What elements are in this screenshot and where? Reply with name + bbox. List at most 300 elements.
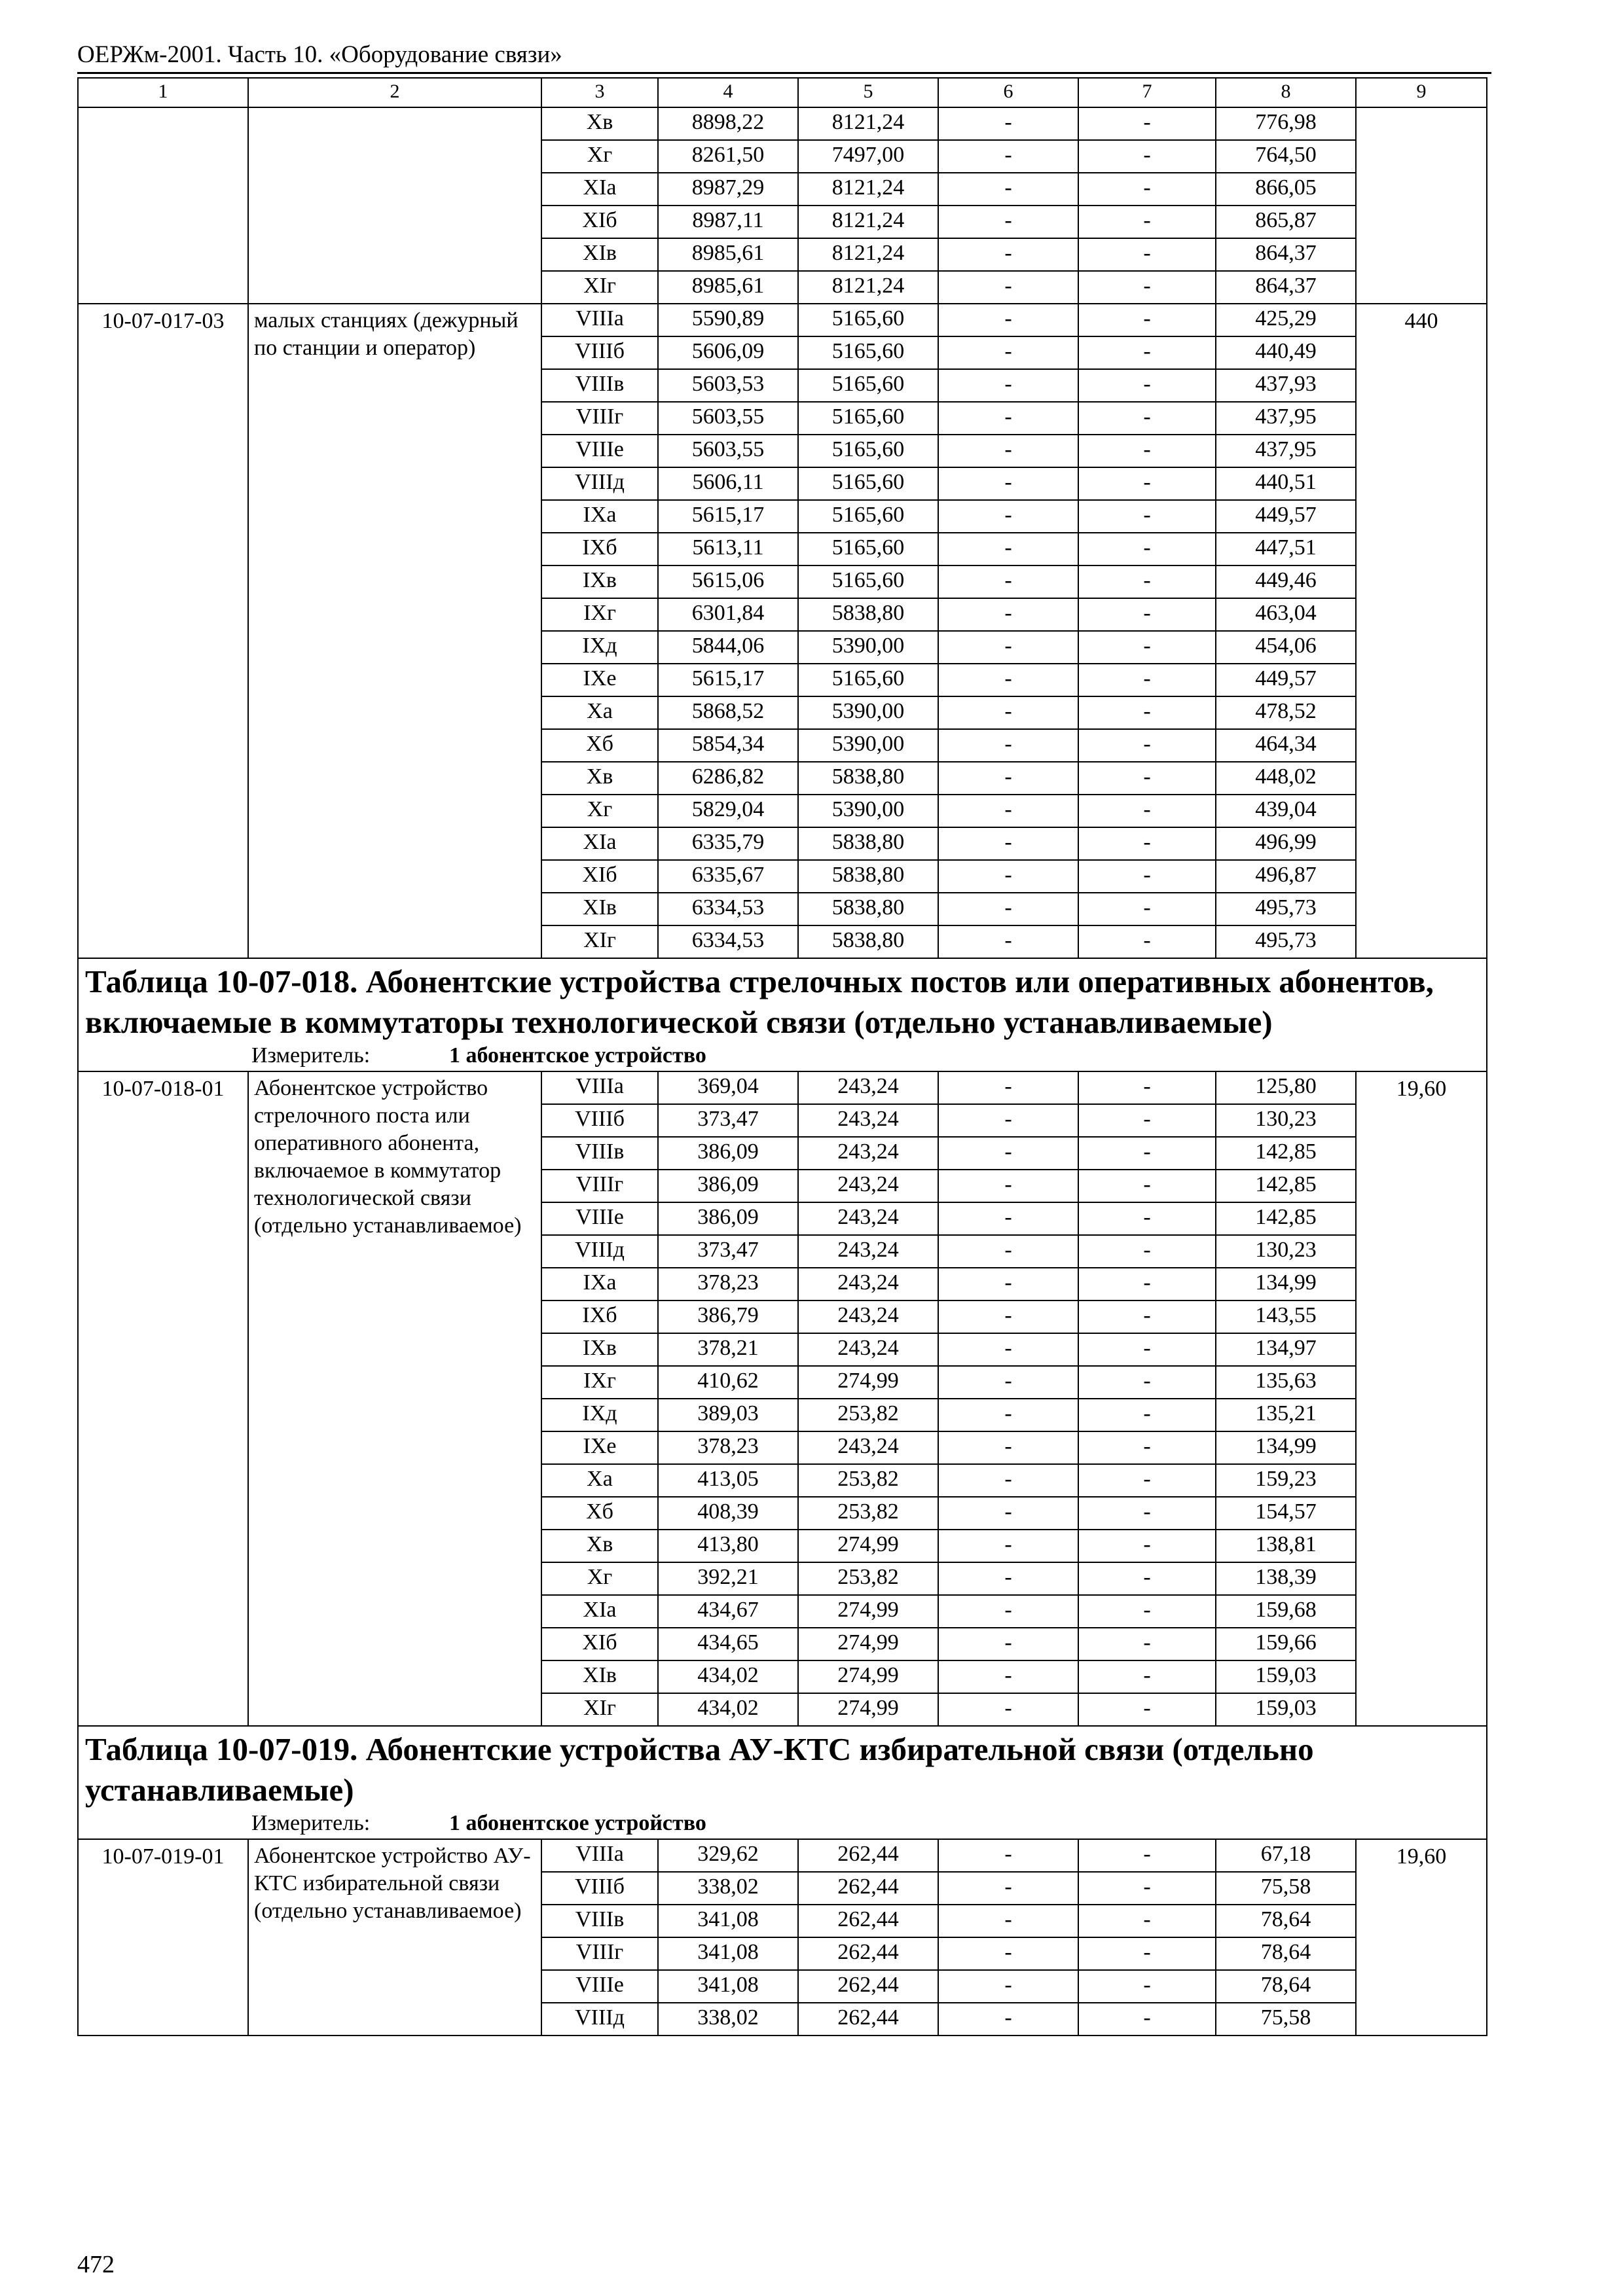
zone-cell: IXa [541, 500, 658, 533]
driver-wage-cell: - [1078, 1170, 1216, 1202]
machine-cost-cell: - [938, 631, 1078, 664]
driver-wage-cell: - [1078, 435, 1216, 467]
materials-cost-cell: 776,98 [1216, 107, 1356, 140]
labor-cost-cell: 262,44 [798, 2003, 938, 2036]
driver-wage-cell: - [1078, 565, 1216, 598]
rate-description: малых станциях (дежурный по станции и оператор) [248, 304, 541, 958]
zone-cell: XIa [541, 827, 658, 860]
total-cost-cell: 6334,53 [658, 925, 798, 958]
zone-cell: IXд [541, 631, 658, 664]
machine-cost-cell: - [938, 893, 1078, 925]
labor-cost-cell: 243,24 [798, 1202, 938, 1235]
labor-cost-cell: 7497,00 [798, 140, 938, 173]
labor-cost-cell: 5165,60 [798, 435, 938, 467]
machine-cost-cell: - [938, 598, 1078, 631]
rate-description: Абонентское устройство АУ-КТС избирательной связи (отдельно устанавливаемое) [248, 1839, 541, 2036]
total-cost-cell: 413,05 [658, 1464, 798, 1497]
zone-cell: Xб [541, 729, 658, 762]
materials-cost-cell: 125,80 [1216, 1071, 1356, 1104]
total-cost-cell: 6286,82 [658, 762, 798, 795]
machine-cost-cell: - [938, 1268, 1078, 1300]
driver-wage-cell: - [1078, 860, 1216, 893]
labor-cost-cell: 262,44 [798, 1937, 938, 1970]
machine-cost-cell: - [938, 1937, 1078, 1970]
total-cost-cell: 5603,53 [658, 369, 798, 402]
zone-cell: IXб [541, 1300, 658, 1333]
meter-row [78, 1043, 1487, 1071]
zone-cell: XIб [541, 206, 658, 238]
zone-cell: VIIIв [541, 1905, 658, 1937]
driver-wage-cell: - [1078, 1660, 1216, 1693]
zone-cell: VIIIe [541, 1970, 658, 2003]
page-number: 472 [77, 2251, 115, 2278]
driver-wage-cell: - [1078, 402, 1216, 435]
driver-wage-cell: - [1078, 271, 1216, 304]
labor-cost-cell: 8121,24 [798, 271, 938, 304]
total-cost-cell: 378,23 [658, 1431, 798, 1464]
machine-cost-cell: - [938, 1497, 1078, 1530]
driver-wage-cell: - [1078, 795, 1216, 827]
labor-cost-cell: 243,24 [798, 1268, 938, 1300]
machine-cost-cell: - [938, 369, 1078, 402]
labor-cost-cell: 5165,60 [798, 402, 938, 435]
zone-cell: VIIIд [541, 467, 658, 500]
zone-cell: VIIIд [541, 1235, 658, 1268]
table-row [78, 304, 1487, 336]
driver-wage-cell: - [1078, 140, 1216, 173]
machine-cost-cell: - [938, 1530, 1078, 1562]
total-cost-cell: 6301,84 [658, 598, 798, 631]
zone-cell: VIIIв [541, 369, 658, 402]
table-title: Таблица 10-07-018. Абонентские устройства стрелочных постов или оперативных абонентов, включаемые в коммутаторы технологической связи (отдельно устанавливаемые) [78, 958, 1487, 1043]
materials-cost-cell: 864,37 [1216, 271, 1356, 304]
materials-cost-cell: 159,23 [1216, 1464, 1356, 1497]
column-number: 1 [78, 78, 248, 107]
driver-wage-cell: - [1078, 1268, 1216, 1300]
total-cost-cell: 8985,61 [658, 238, 798, 271]
machine-cost-cell: - [938, 1202, 1078, 1235]
zone-cell: IXa [541, 1268, 658, 1300]
rate-description [248, 107, 541, 304]
machine-cost-cell: - [938, 925, 1078, 958]
labor-cost-cell: 243,24 [798, 1300, 938, 1333]
zone-cell: VIIIд [541, 2003, 658, 2036]
driver-wage-cell: - [1078, 1628, 1216, 1660]
table-body [78, 78, 1487, 2036]
total-cost-cell: 5844,06 [658, 631, 798, 664]
machine-cost-cell: - [938, 1137, 1078, 1170]
zone-cell: IXб [541, 533, 658, 565]
labor-cost-cell: 5165,60 [798, 533, 938, 565]
total-cost-cell: 341,08 [658, 1970, 798, 2003]
rates-table [77, 77, 1487, 2036]
materials-cost-cell: 865,87 [1216, 206, 1356, 238]
zone-cell: XIa [541, 1595, 658, 1628]
total-cost-cell: 434,67 [658, 1595, 798, 1628]
labor-cost-cell: 262,44 [798, 1970, 938, 2003]
zone-cell: Xв [541, 762, 658, 795]
machine-cost-cell: - [938, 1071, 1078, 1104]
machine-cost-cell: - [938, 1104, 1078, 1137]
total-cost-cell: 369,04 [658, 1071, 798, 1104]
machine-cost-cell: - [938, 1872, 1078, 1905]
labor-cost-cell: 5838,80 [798, 762, 938, 795]
zone-cell: Xг [541, 1562, 658, 1595]
driver-wage-cell: - [1078, 1464, 1216, 1497]
labor-cost-cell: 243,24 [798, 1137, 938, 1170]
materials-cost-cell: 75,58 [1216, 1872, 1356, 1905]
machine-cost-cell: - [938, 1464, 1078, 1497]
materials-cost-cell: 142,85 [1216, 1137, 1356, 1170]
driver-wage-cell: - [1078, 598, 1216, 631]
machine-cost-cell: - [938, 402, 1078, 435]
labor-cost-cell: 262,44 [798, 1872, 938, 1905]
total-cost-cell: 5613,11 [658, 533, 798, 565]
driver-wage-cell: - [1078, 696, 1216, 729]
total-cost-cell: 8987,29 [658, 173, 798, 206]
machine-cost-cell: - [938, 435, 1078, 467]
materials-cost-cell: 437,95 [1216, 435, 1356, 467]
materials-cost-cell: 78,64 [1216, 1937, 1356, 1970]
materials-cost-cell: 130,23 [1216, 1104, 1356, 1137]
driver-wage-cell: - [1078, 1071, 1216, 1104]
driver-wage-cell: - [1078, 827, 1216, 860]
machine-cost-cell: - [938, 1333, 1078, 1366]
driver-wage-cell: - [1078, 1595, 1216, 1628]
labor-cost-cell: 243,24 [798, 1170, 938, 1202]
zone-cell: IXг [541, 598, 658, 631]
materials-cost-cell: 449,57 [1216, 500, 1356, 533]
materials-cost-cell: 495,73 [1216, 893, 1356, 925]
total-cost-cell: 341,08 [658, 1937, 798, 1970]
total-cost-cell: 378,21 [658, 1333, 798, 1366]
zone-cell: Xг [541, 795, 658, 827]
total-cost-cell: 8985,61 [658, 271, 798, 304]
column-number: 3 [541, 78, 658, 107]
column-number: 9 [1356, 78, 1487, 107]
driver-wage-cell: - [1078, 1905, 1216, 1937]
machine-cost-cell: - [938, 1660, 1078, 1693]
zone-cell: XIб [541, 860, 658, 893]
zone-cell: VIIIe [541, 435, 658, 467]
machine-cost-cell: - [938, 1839, 1078, 1872]
zone-cell: XIб [541, 1628, 658, 1660]
labor-cost-cell: 262,44 [798, 1839, 938, 1872]
materials-cost-cell: 496,87 [1216, 860, 1356, 893]
labor-cost-cell: 253,82 [798, 1399, 938, 1431]
materials-cost-cell: 67,18 [1216, 1839, 1356, 1872]
labor-cost-cell: 253,82 [798, 1497, 938, 1530]
zone-cell: IXв [541, 565, 658, 598]
total-cost-cell: 5606,09 [658, 336, 798, 369]
zone-cell: VIIIa [541, 1839, 658, 1872]
driver-wage-cell: - [1078, 762, 1216, 795]
total-cost-cell: 6334,53 [658, 893, 798, 925]
machine-cost-cell: - [938, 696, 1078, 729]
driver-wage-cell: - [1078, 1333, 1216, 1366]
zone-cell: Xa [541, 696, 658, 729]
total-cost-cell: 378,23 [658, 1268, 798, 1300]
materials-cost-cell: 135,63 [1216, 1366, 1356, 1399]
rate-code: 10-07-017-03 [78, 304, 248, 958]
page-header [77, 39, 1491, 74]
labor-cost-cell: 5838,80 [798, 827, 938, 860]
materials-cost-cell: 764,50 [1216, 140, 1356, 173]
meter-label: Измеритель: [251, 1043, 371, 1067]
driver-wage-cell: - [1078, 1970, 1216, 2003]
materials-cost-cell: 142,85 [1216, 1202, 1356, 1235]
meter-cell [78, 1810, 1487, 1839]
labor-cost-cell: 5390,00 [798, 631, 938, 664]
driver-wage-cell: - [1078, 1937, 1216, 1970]
total-cost-cell: 434,02 [658, 1693, 798, 1726]
materials-cost-cell: 159,03 [1216, 1660, 1356, 1693]
machine-cost-cell: - [938, 206, 1078, 238]
driver-wage-cell: - [1078, 1431, 1216, 1464]
meter-row [78, 1810, 1487, 1839]
total-cost-cell: 5603,55 [658, 435, 798, 467]
zone-cell: XIa [541, 173, 658, 206]
materials-cost-cell: 437,95 [1216, 402, 1356, 435]
machine-cost-cell: - [938, 336, 1078, 369]
total-cost-cell: 389,03 [658, 1399, 798, 1431]
driver-wage-cell: - [1078, 1562, 1216, 1595]
table-title: Таблица 10-07-019. Абонентские устройства АУ-КТС избирательной связи (отдельно устанавливаемые) [78, 1726, 1487, 1810]
total-cost-cell: 5603,55 [658, 402, 798, 435]
total-cost-cell: 6335,67 [658, 860, 798, 893]
materials-cost-cell: 138,39 [1216, 1562, 1356, 1595]
labor-cost-cell: 274,99 [798, 1366, 938, 1399]
labor-cost-cell: 243,24 [798, 1333, 938, 1366]
labor-cost-cell: 5165,60 [798, 565, 938, 598]
table-row [78, 1071, 1487, 1104]
labor-cost-cell: 243,24 [798, 1235, 938, 1268]
equipment-mass-cell: 440 [1356, 304, 1487, 958]
materials-cost-cell: 437,93 [1216, 369, 1356, 402]
labor-cost-cell: 5838,80 [798, 860, 938, 893]
materials-cost-cell: 449,46 [1216, 565, 1356, 598]
driver-wage-cell: - [1078, 664, 1216, 696]
driver-wage-cell: - [1078, 1104, 1216, 1137]
zone-cell: IXд [541, 1399, 658, 1431]
total-cost-cell: 5829,04 [658, 795, 798, 827]
machine-cost-cell: - [938, 140, 1078, 173]
machine-cost-cell: - [938, 533, 1078, 565]
labor-cost-cell: 5838,80 [798, 893, 938, 925]
zone-cell: XIг [541, 271, 658, 304]
labor-cost-cell: 5165,60 [798, 304, 938, 336]
meter-label: Измеритель: [251, 1811, 371, 1835]
labor-cost-cell: 8121,24 [798, 107, 938, 140]
zone-cell: XIв [541, 238, 658, 271]
total-cost-cell: 329,62 [658, 1839, 798, 1872]
labor-cost-cell: 274,99 [798, 1595, 938, 1628]
labor-cost-cell: 243,24 [798, 1431, 938, 1464]
zone-cell: IXe [541, 664, 658, 696]
labor-cost-cell: 274,99 [798, 1530, 938, 1562]
equipment-mass-cell: 19,60 [1356, 1839, 1487, 2036]
materials-cost-cell: 440,51 [1216, 467, 1356, 500]
materials-cost-cell: 134,99 [1216, 1268, 1356, 1300]
total-cost-cell: 5868,52 [658, 696, 798, 729]
driver-wage-cell: - [1078, 1366, 1216, 1399]
labor-cost-cell: 5390,00 [798, 696, 938, 729]
total-cost-cell: 5590,89 [658, 304, 798, 336]
materials-cost-cell: 440,49 [1216, 336, 1356, 369]
total-cost-cell: 392,21 [658, 1562, 798, 1595]
materials-cost-cell: 159,66 [1216, 1628, 1356, 1660]
zone-cell: XIв [541, 893, 658, 925]
labor-cost-cell: 5165,60 [798, 336, 938, 369]
machine-cost-cell: - [938, 664, 1078, 696]
driver-wage-cell: - [1078, 173, 1216, 206]
labor-cost-cell: 274,99 [798, 1660, 938, 1693]
total-cost-cell: 8987,11 [658, 206, 798, 238]
total-cost-cell: 5606,11 [658, 467, 798, 500]
driver-wage-cell: - [1078, 893, 1216, 925]
zone-cell: VIIIг [541, 1170, 658, 1202]
materials-cost-cell: 439,04 [1216, 795, 1356, 827]
driver-wage-cell: - [1078, 1839, 1216, 1872]
materials-cost-cell: 154,57 [1216, 1497, 1356, 1530]
materials-cost-cell: 142,85 [1216, 1170, 1356, 1202]
materials-cost-cell: 135,21 [1216, 1399, 1356, 1431]
machine-cost-cell: - [938, 1595, 1078, 1628]
driver-wage-cell: - [1078, 107, 1216, 140]
meter-cell [78, 1043, 1487, 1071]
zone-cell: Xa [541, 1464, 658, 1497]
equipment-mass-cell: 19,60 [1356, 1071, 1487, 1726]
rate-code: 10-07-018-01 [78, 1071, 248, 1726]
zone-cell: VIIIб [541, 1872, 658, 1905]
materials-cost-cell: 134,99 [1216, 1431, 1356, 1464]
machine-cost-cell: - [938, 1235, 1078, 1268]
zone-cell: IXв [541, 1333, 658, 1366]
materials-cost-cell: 130,23 [1216, 1235, 1356, 1268]
labor-cost-cell: 5165,60 [798, 369, 938, 402]
machine-cost-cell: - [938, 238, 1078, 271]
materials-cost-cell: 134,97 [1216, 1333, 1356, 1366]
driver-wage-cell: - [1078, 500, 1216, 533]
column-number: 2 [248, 78, 541, 107]
total-cost-cell: 386,09 [658, 1137, 798, 1170]
labor-cost-cell: 8121,24 [798, 206, 938, 238]
machine-cost-cell: - [938, 1628, 1078, 1660]
zone-cell: VIIIб [541, 336, 658, 369]
driver-wage-cell: - [1078, 631, 1216, 664]
machine-cost-cell: - [938, 1562, 1078, 1595]
total-cost-cell: 338,02 [658, 2003, 798, 2036]
materials-cost-cell: 866,05 [1216, 173, 1356, 206]
materials-cost-cell: 478,52 [1216, 696, 1356, 729]
total-cost-cell: 373,47 [658, 1104, 798, 1137]
total-cost-cell: 434,02 [658, 1660, 798, 1693]
machine-cost-cell: - [938, 795, 1078, 827]
labor-cost-cell: 5390,00 [798, 729, 938, 762]
labor-cost-cell: 274,99 [798, 1628, 938, 1660]
column-number: 7 [1078, 78, 1216, 107]
driver-wage-cell: - [1078, 1235, 1216, 1268]
zone-cell: Xв [541, 1530, 658, 1562]
machine-cost-cell: - [938, 304, 1078, 336]
total-cost-cell: 5615,17 [658, 664, 798, 696]
zone-cell: XIг [541, 1693, 658, 1726]
rate-code: 10-07-019-01 [78, 1839, 248, 2036]
zone-cell: IXe [541, 1431, 658, 1464]
materials-cost-cell: 864,37 [1216, 238, 1356, 271]
total-cost-cell: 8261,50 [658, 140, 798, 173]
column-number: 8 [1216, 78, 1356, 107]
meter-value: 1 абонентское устройство [449, 1811, 706, 1835]
column-number: 5 [798, 78, 938, 107]
table-row [78, 107, 1487, 140]
labor-cost-cell: 274,99 [798, 1693, 938, 1726]
materials-cost-cell: 159,03 [1216, 1693, 1356, 1726]
machine-cost-cell: - [938, 1170, 1078, 1202]
materials-cost-cell: 447,51 [1216, 533, 1356, 565]
machine-cost-cell: - [938, 860, 1078, 893]
rate-description: Абонентское устройство стрелочного поста или оперативного абонента, включаемое в коммутатор технологической связи (отдельно устанавливаемое) [248, 1071, 541, 1726]
driver-wage-cell: - [1078, 206, 1216, 238]
total-cost-cell: 373,47 [658, 1235, 798, 1268]
machine-cost-cell: - [938, 271, 1078, 304]
driver-wage-cell: - [1078, 1202, 1216, 1235]
zone-cell: VIIIв [541, 1137, 658, 1170]
zone-cell: XIв [541, 1660, 658, 1693]
total-cost-cell: 5615,06 [658, 565, 798, 598]
total-cost-cell: 5615,17 [658, 500, 798, 533]
driver-wage-cell: - [1078, 304, 1216, 336]
total-cost-cell: 434,65 [658, 1628, 798, 1660]
materials-cost-cell: 159,68 [1216, 1595, 1356, 1628]
machine-cost-cell: - [938, 1905, 1078, 1937]
machine-cost-cell: - [938, 1399, 1078, 1431]
column-number: 4 [658, 78, 798, 107]
labor-cost-cell: 253,82 [798, 1562, 938, 1595]
materials-cost-cell: 425,29 [1216, 304, 1356, 336]
total-cost-cell: 386,09 [658, 1202, 798, 1235]
labor-cost-cell: 5390,00 [798, 795, 938, 827]
machine-cost-cell: - [938, 107, 1078, 140]
machine-cost-cell: - [938, 1300, 1078, 1333]
materials-cost-cell: 138,81 [1216, 1530, 1356, 1562]
total-cost-cell: 413,80 [658, 1530, 798, 1562]
machine-cost-cell: - [938, 729, 1078, 762]
labor-cost-cell: 5165,60 [798, 664, 938, 696]
zone-cell: VIIIб [541, 1104, 658, 1137]
driver-wage-cell: - [1078, 336, 1216, 369]
table-title-row [78, 958, 1487, 1043]
driver-wage-cell: - [1078, 1300, 1216, 1333]
materials-cost-cell: 495,73 [1216, 925, 1356, 958]
machine-cost-cell: - [938, 500, 1078, 533]
column-number-row [78, 78, 1487, 107]
labor-cost-cell: 8121,24 [798, 173, 938, 206]
rate-code [78, 107, 248, 304]
total-cost-cell: 410,62 [658, 1366, 798, 1399]
zone-cell: Xб [541, 1497, 658, 1530]
total-cost-cell: 6335,79 [658, 827, 798, 860]
table-row [78, 1839, 1487, 1872]
driver-wage-cell: - [1078, 369, 1216, 402]
total-cost-cell: 386,79 [658, 1300, 798, 1333]
column-number: 6 [938, 78, 1078, 107]
labor-cost-cell: 262,44 [798, 1905, 938, 1937]
table-title-row [78, 1726, 1487, 1810]
driver-wage-cell: - [1078, 1137, 1216, 1170]
materials-cost-cell: 75,58 [1216, 2003, 1356, 2036]
driver-wage-cell: - [1078, 467, 1216, 500]
